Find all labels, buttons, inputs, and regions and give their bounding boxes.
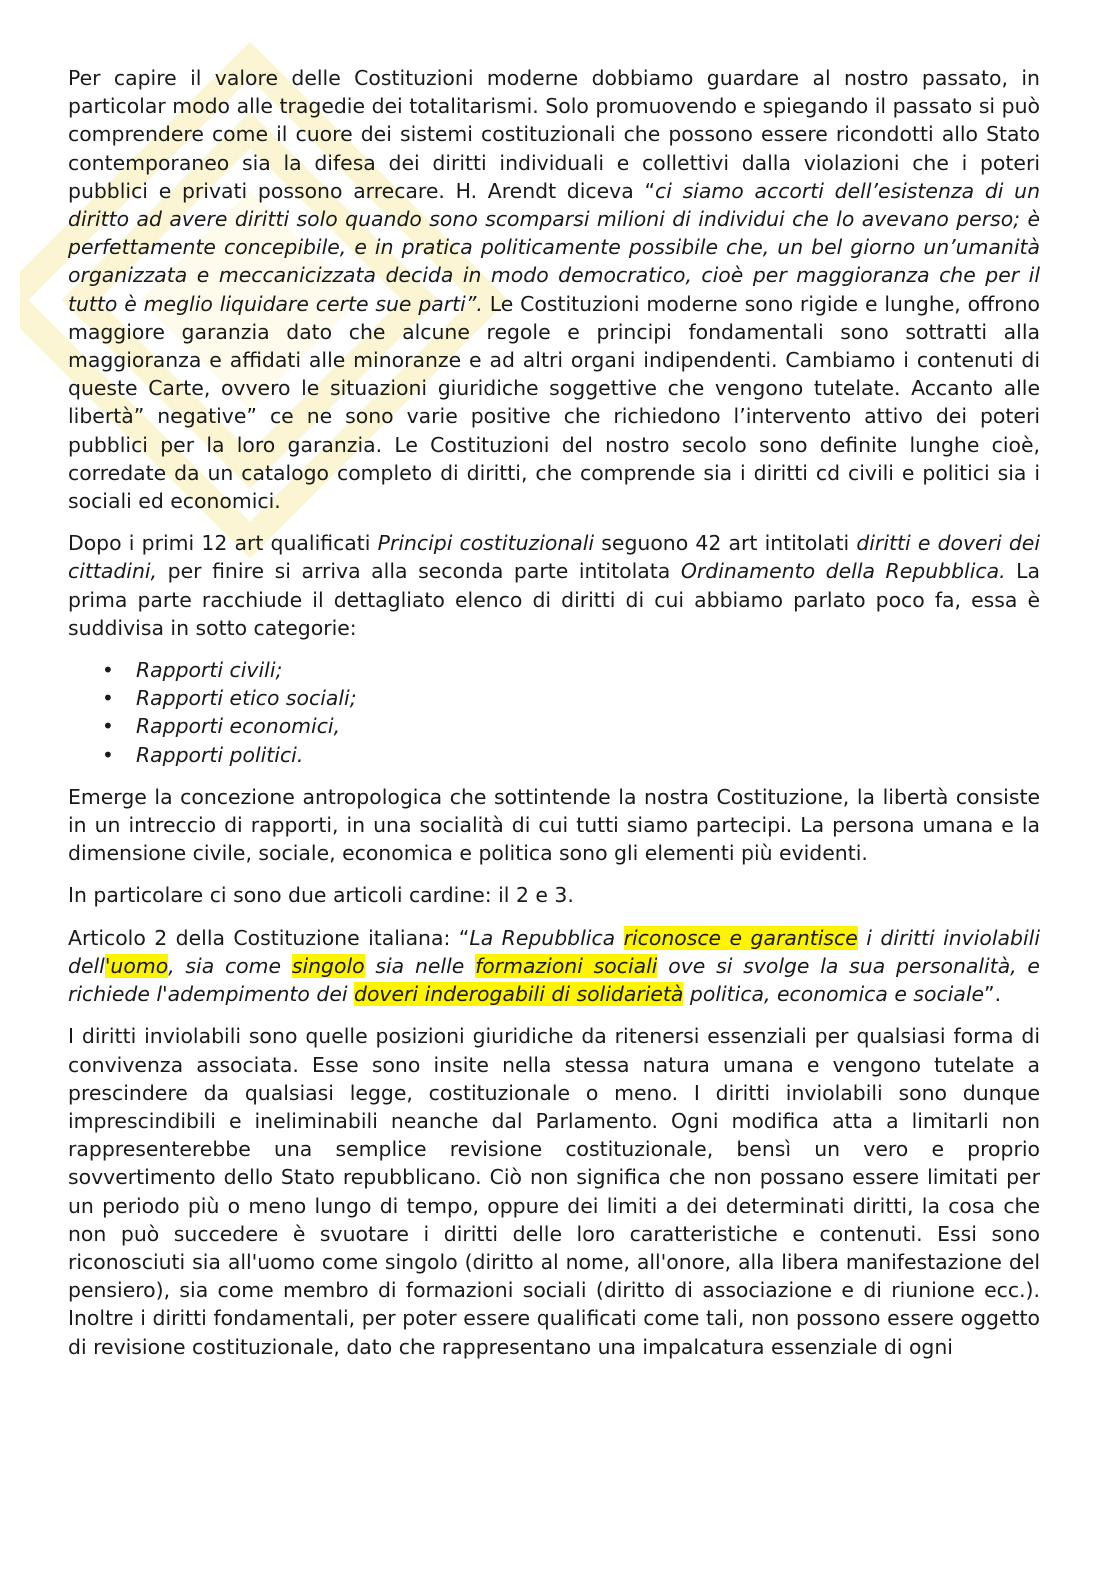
highlight: singolo — [291, 953, 365, 978]
paragraph-inviolable-rights: I diritti inviolabili sono quelle posizioni giuridiche da ritenersi essenziali per qualsiasi forma di convivenza associata. Esse sono insite nella stessa natura umana e vengono tutelate a prescindere da qualsiasi legge, costituzionale o meno. I diritti inviolabili sono dunque imprescindibili e ineliminabili neanche dal Parlamento. Ogni modifica atta a limitarli non rappresenterebbe una semplice revisione costituzionale, bensì un vero e proprio sovvertimento dello Stato repubblicano. Ciò non significa che non possano essere limitati per un periodo più o meno lungo di tempo, oppure dei limiti a dei determinati diritti, la cosa che non può succedere è svuotare i diritti delle loro caratteristiche e contenuti. Essi sono riconosciuti sia all'uomo come singolo (diritto al nome, all'onore, alla libera manifestazione del pensiero), sia come membro di formazioni sociali (diritto di associazione e di riunione ecc.). Inoltre i diritti fondamentali, per poter essere qualificati come tali, non possono essere oggetto di revisione costituzionale, dato che rappresentano una impalcatura essenziale di ogni — [68, 1024, 1040, 1359]
list-item: • Rapporti economici, — [136, 712, 1040, 740]
paragraph-anthropology: Emerge la concezione antropologica che sottintende la nostra Costituzione, la libertà consiste in un intreccio di rapporti, in una socialità di cui tutti siamo partecipi. La persona umana e la dimensione civile, sociale, economica e politica sono gli elementi più evidenti. — [68, 784, 1040, 866]
arendt-quote: ci siamo accorti dell’esistenza di un diritto ad avere diritti solo quando sono scomparsi milioni di individui che lo avevano perso; è perfettamente concepibile, e in pratica politicamente possibile che, un bel giorno un’umanità organizzata e meccanicizzata decida in modo democratico, cioè per maggioranza che per il tutto è meglio liquidare certe sue parti”. — [68, 178, 1041, 316]
paragraph-article-2: Articolo 2 della Costituzione italiana: “La Repubblica riconosce e garantisce i diritti inviolabili dell'uomo, sia come singolo sia nelle formazioni sociali ove si svolge la sua personalità, e richiede l'adempimento dei doveri inderogabili di solidarietà politica, economica e sociale”. — [68, 925, 1040, 1007]
article-2-quote: La Repubblica riconosce e garantisce i diritti inviolabili dell'uomo, sia come singolo sia nelle formazioni sociali ove si svolge la sua personalità, e richiede l'adempimento dei doveri inderogabili di solidarietà politica, economica e sociale — [68, 925, 1040, 1007]
list-item: • Rapporti politici. — [136, 741, 1040, 769]
list-item: • Rapporti civili; — [136, 656, 1040, 684]
highlight: doveri inderogabili di solidarietà — [354, 982, 684, 1007]
paragraph-structure: Dopo i primi 12 art qualificati Principi costituzionali seguono 42 art intitolati diritti e doveri dei cittadini, per finire si arriva alla seconda parte intitolata Ordinamento della Repubblica. La prima parte racchiude il dettagliato elenco di diritti di cui abbiamo parlato poco fa, essa è suddivisa in sotto categorie: — [68, 531, 1040, 640]
highlight: 'uomo — [104, 953, 169, 978]
list-item: • Rapporti etico sociali; — [136, 684, 1040, 712]
highlight: riconosce e garantisce — [623, 925, 858, 950]
categories-list — [68, 656, 1040, 769]
paragraph-cardinal-articles: In particolare ci sono due articoli cardine: il 2 e 3. — [68, 883, 574, 908]
document-page — [68, 64, 1040, 1375]
paragraph-intro: Per capire il valore delle Costituzioni moderne dobbiamo guardare al nostro passato, in particolar modo alle tragedie dei totalitarismi. Solo promuovendo e spiegando il passato si può comprendere come il cuore dei sistemi costituzionali che possono essere ricondotti allo Stato contemporaneo sia la difesa dei diritti individuali e collettivi dalla violazioni che i poteri pubblici e privati possono arrecare. H. Arendt diceva “ci siamo accorti dell’esistenza di un diritto ad avere diritti solo quando sono scomparsi milioni di individui che lo avevano perso; è perfettamente concepibile, e in pratica politicamente possibile che, un bel giorno un’umanità organizzata e meccanicizzata decida in modo democratico, cioè per maggioranza che per il tutto è meglio liquidare certe sue parti”. Le Costituzioni moderne sono rigide e lunghe, offrono maggiore garanzia dato che alcune regole e principi fondamentali sono sottratti alla maggioranza e affidati alle minoranze e ad altri organi indipendenti. Cambiamo i contenuti di queste Carte, ovvero le situazioni giuridiche soggettive che vengono tutelate. Accanto alle libertà” negative” ce ne sono varie positive che richiedono l’intervento attivo dei poteri pubblici per la loro garanzia. Le Costituzioni del nostro secolo sono definite lunghe cioè, corredate da un catalogo completo di diritti, che comprende sia i diritti cd civili e politici sia i sociali ed economici. — [68, 66, 1041, 514]
highlight: formazioni sociali — [475, 953, 658, 978]
